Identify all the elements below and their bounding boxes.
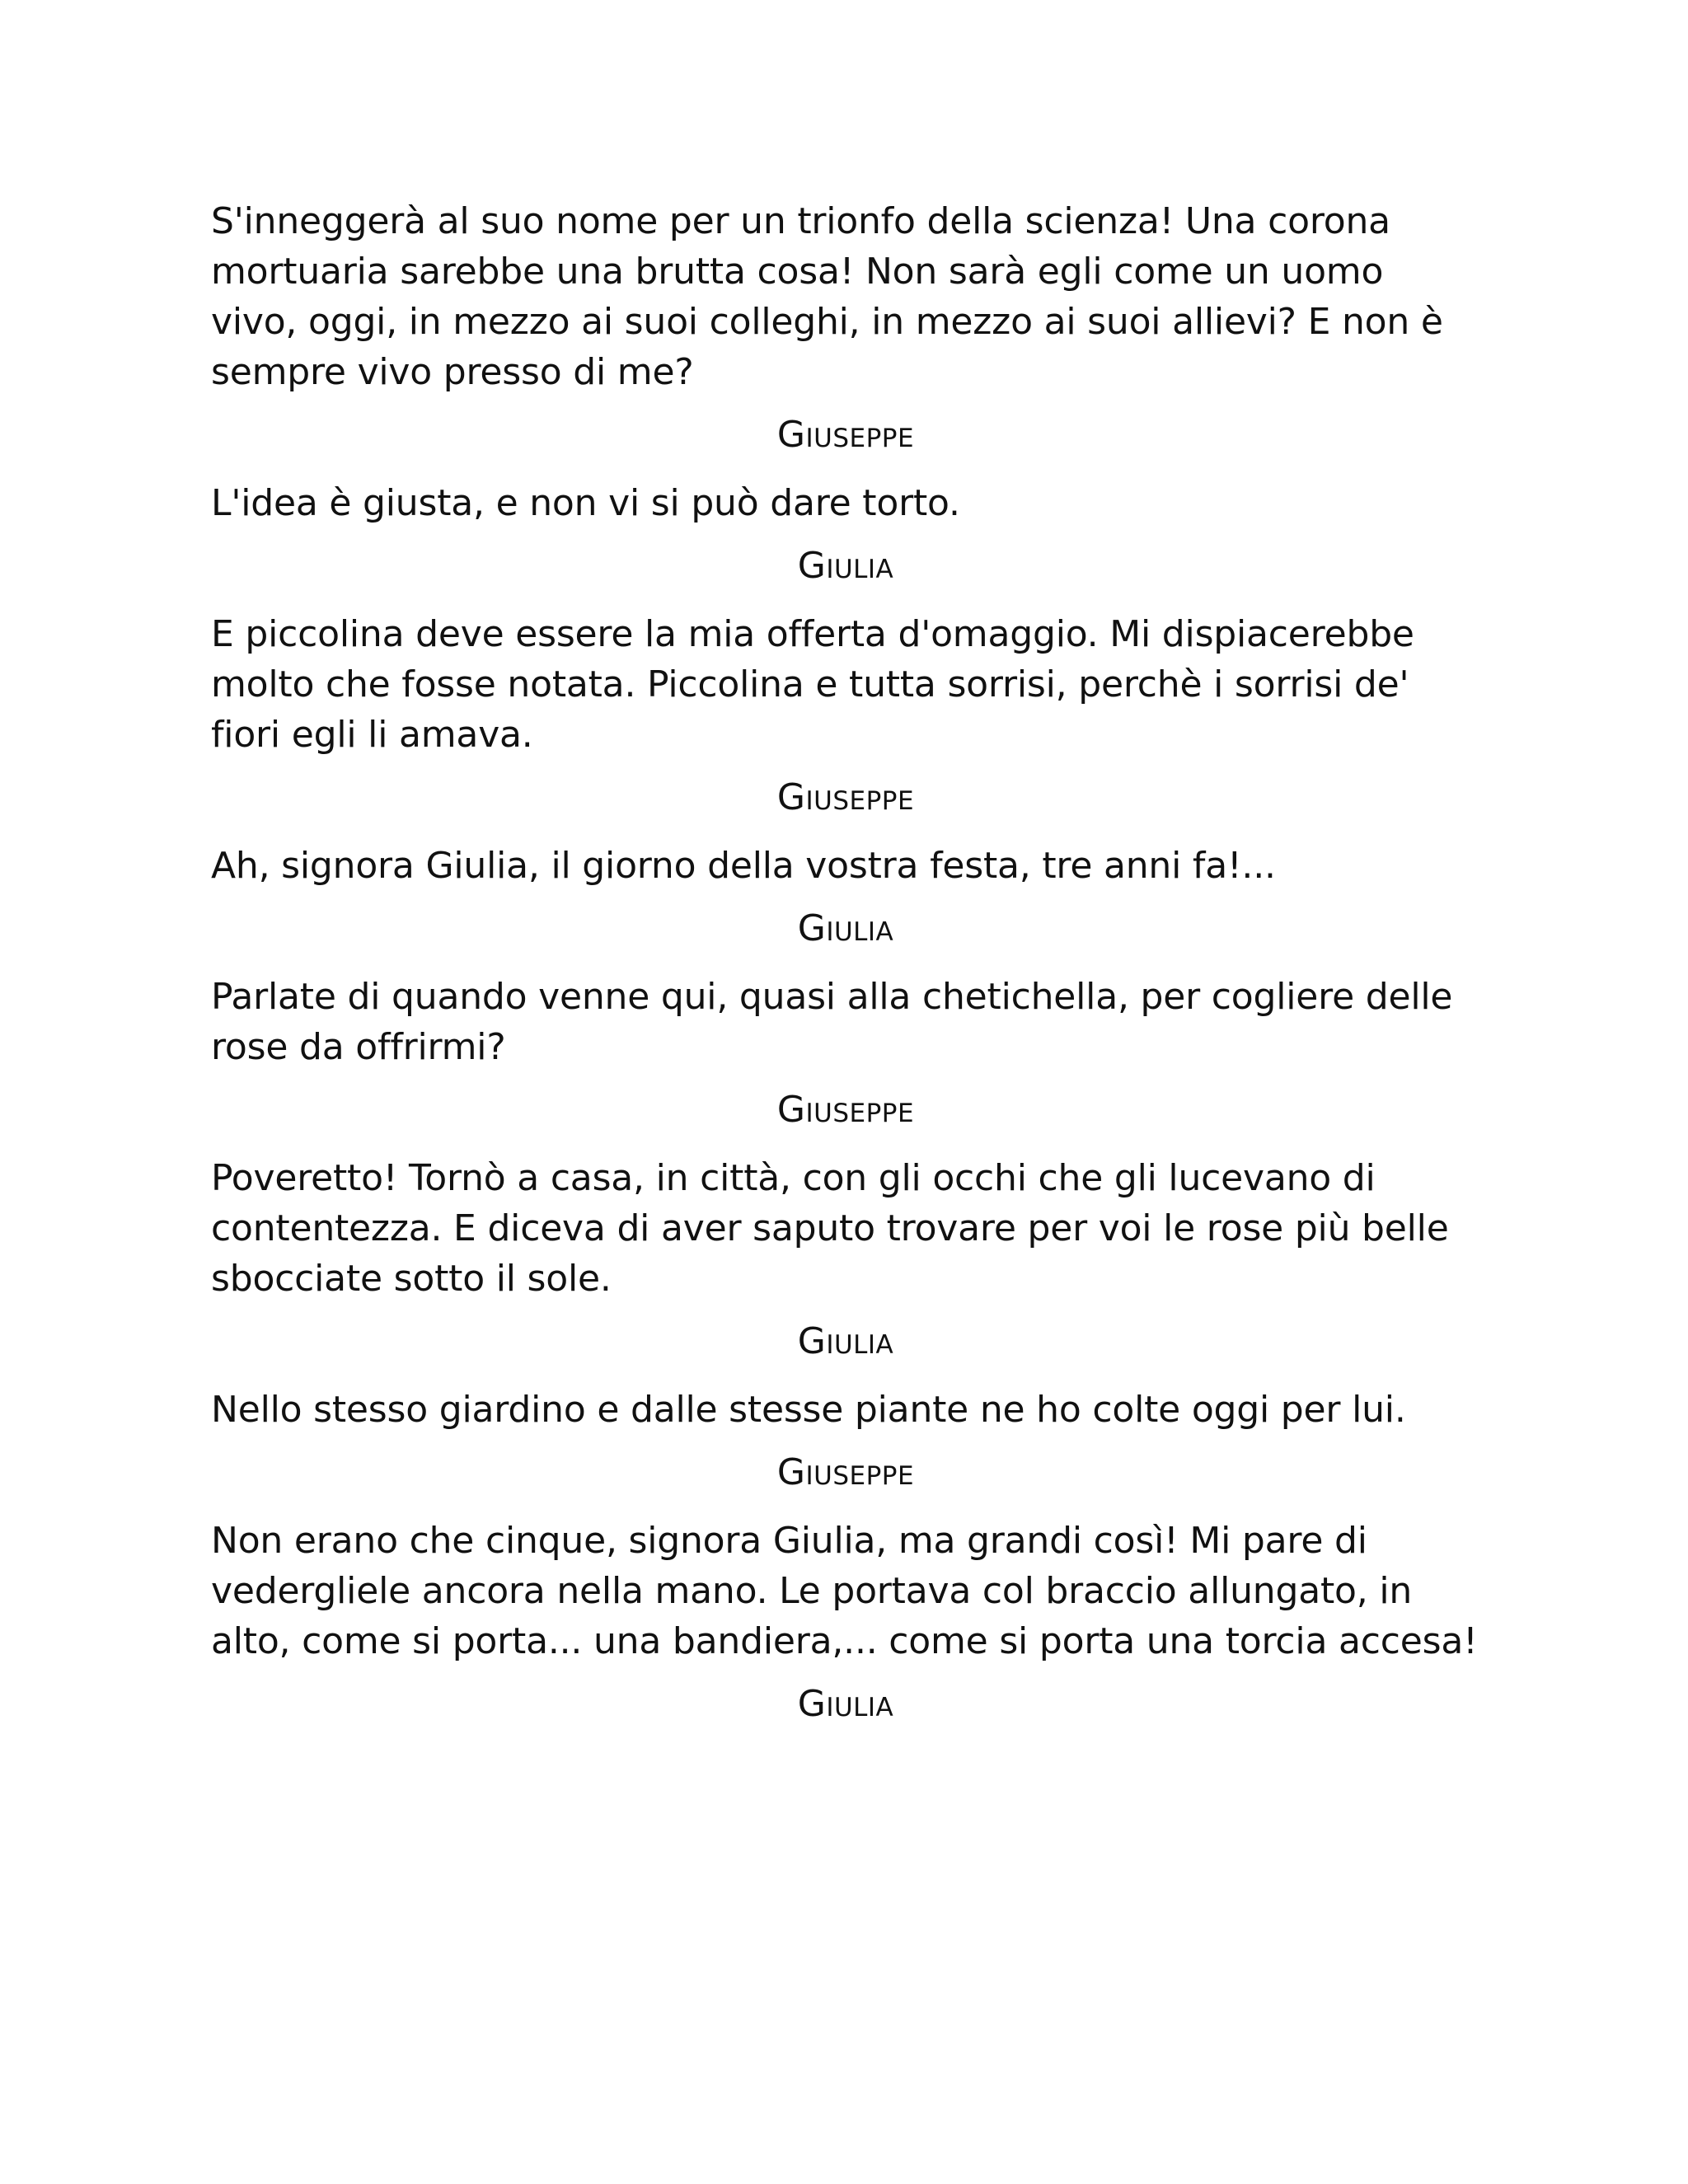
speaker-name: Giuseppe <box>776 1451 915 1493</box>
speaker-name: Giuseppe <box>776 776 915 818</box>
paragraph: Parlate di quando venne qui, quasi alla chetichella, per cogliere delle rose da offrirmi? <box>211 976 1453 1068</box>
paragraph: L'idea è giusta, e non vi si può dare torto. <box>211 482 960 524</box>
paragraph: Nello stesso giardino e dalle stesse piante ne ho colte oggi per lui. <box>211 1389 1406 1431</box>
play-text <box>211 196 1480 1747</box>
speaker-name: Giuseppe <box>776 414 915 456</box>
speaker-name: Giulia <box>797 1320 894 1362</box>
paragraph: Poveretto! Tornò a casa, in città, con gli occhi che gli lucevano di contentezza. E diceva di aver saputo trovare per voi le rose più belle sbocciate sotto il sole. <box>211 1157 1449 1300</box>
speaker-name: Giulia <box>797 545 894 587</box>
paragraph: E piccolina deve essere la mia offerta d'omaggio. Mi dispiacerebbe molto che fosse notata. Piccolina e tutta sorrisi, perchè i sorrisi de' fiori egli li amava. <box>211 613 1414 756</box>
speaker-name: Giulia <box>797 1683 894 1725</box>
speaker-name: Giuseppe <box>776 1089 915 1131</box>
paragraph: Non erano che cinque, signora Giulia, ma grandi così! Mi pare di vedergliele ancora nella mano. Le portava col braccio allungato, in alto, come si porta... una bandiera,... come si porta una torcia accesa! <box>211 1520 1478 1662</box>
paragraph: Ah, signora Giulia, il giorno della vostra festa, tre anni fa!... <box>211 845 1276 887</box>
paragraph: S'inneggerà al suo nome per un trionfo della scienza! Una corona mortuaria sarebbe una brutta cosa! Non sarà egli come un uomo vivo, oggi, in mezzo ai suoi colleghi, in mezzo ai suoi allievi? E non è sempre vivo presso di me? <box>211 200 1443 393</box>
speaker-name: Giulia <box>797 907 894 949</box>
